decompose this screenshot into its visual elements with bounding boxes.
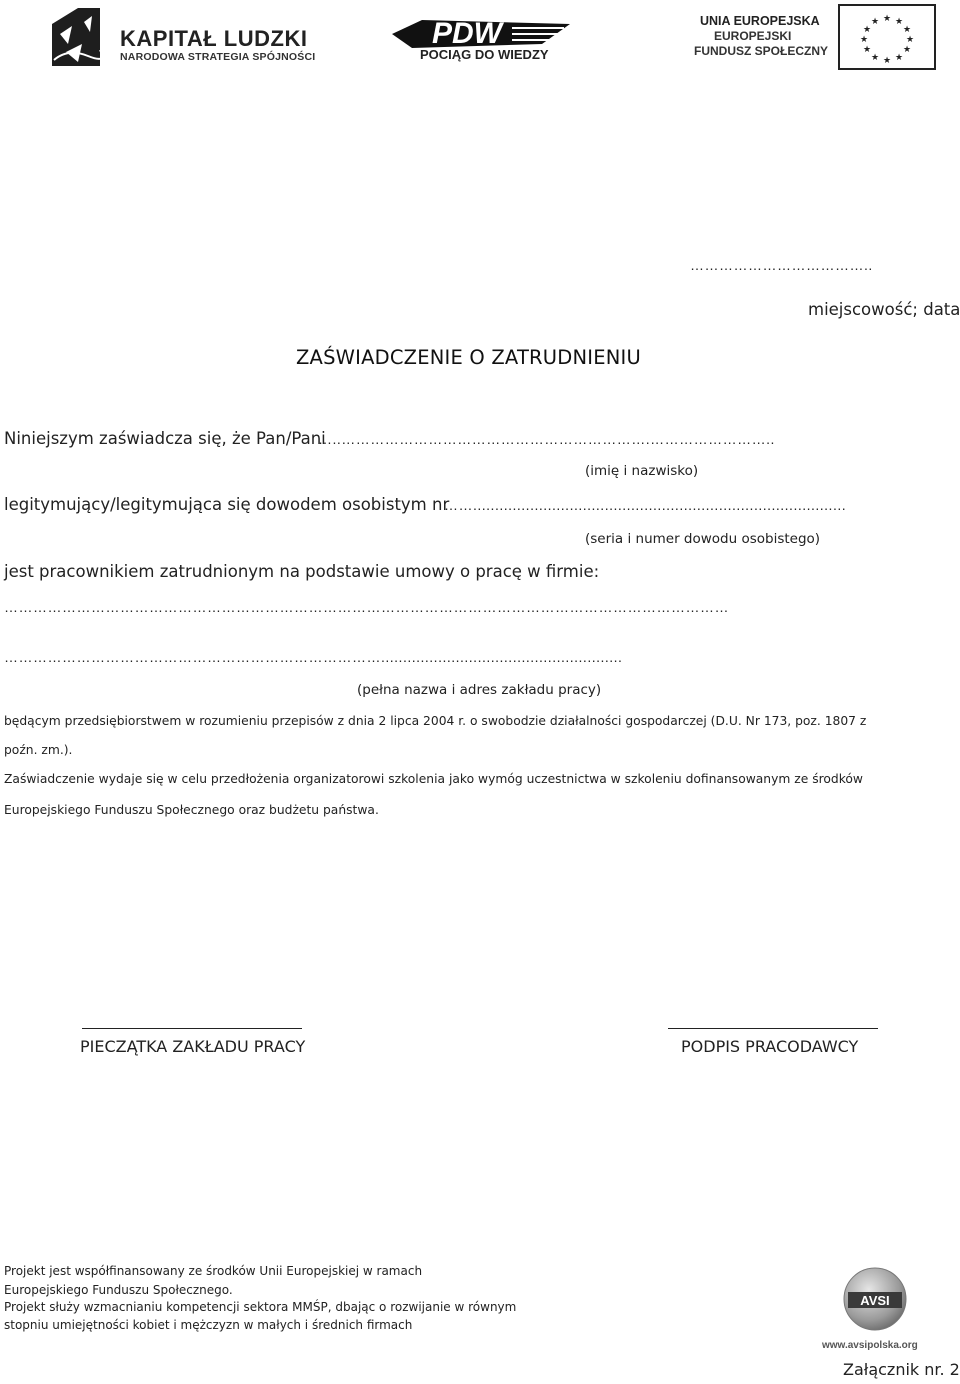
paragraph-2-line1: Zaświadczenie wydaje się w celu przedłożenia organizatorowi szkolenia jako wymóg uczestnictwa w szkoleniu dofinansowanym ze środków <box>4 772 863 786</box>
company-line-prefix: jest pracownikiem zatrudnionym na podstawie umowy o pracę w firmie: <box>4 562 600 581</box>
pdw-logo-text: PDW <box>432 17 502 50</box>
svg-text:★: ★ <box>870 17 880 27</box>
svg-text:★: ★ <box>902 45 912 55</box>
avsi-logo-text: AVSI <box>860 1293 890 1308</box>
svg-text:★: ★ <box>905 35 915 45</box>
footer-line2: Europejskiego Funduszu Społecznego. <box>4 1283 233 1297</box>
name-caption: (imię i nazwisko) <box>585 463 699 479</box>
company-dots-line1[interactable]: …………………………………………………………………………………………………………………………………… <box>4 599 729 615</box>
kapital-ludzki-title: KAPITAŁ LUDZKI <box>120 26 308 51</box>
pdw-subtitle: POCIĄG DO WIEDZY <box>420 47 549 62</box>
footer-line3: Projekt służy wzmacnianiu kompetencji sektora MMŚP, dbając o rozwijanie w równym <box>4 1300 517 1314</box>
svg-text:★: ★ <box>902 25 912 35</box>
id-line-prefix: legitymujący/legitymująca się dowodem osobistym nr <box>4 495 450 514</box>
annex-label: Załącznik nr. 2 <box>843 1360 960 1379</box>
svg-text:★: ★ <box>862 25 872 35</box>
paragraph-1-line1: będącym przedsiębiorstwem w rozumieniu przepisów z dnia 2 lipca 2004 r. o swobodzie działalności gospodarczej (D.U. Nr 173, poz. 1807 z <box>4 714 867 728</box>
id-caption: (seria i numer dowodu osobistego) <box>585 531 821 547</box>
document-title: ZAŚWIADCZENIE O ZATRUDNIENIU <box>296 346 641 369</box>
svg-text:★: ★ <box>894 53 904 63</box>
company-caption: (pełna nazwa i adres zakładu pracy) <box>357 682 602 698</box>
eu-flag-icon <box>838 4 936 70</box>
kapital-ludzki-emblem-icon <box>48 4 102 70</box>
footer-line4: stopniu umiejętności kobiet i mężczyzn w małych i średnich firmach <box>4 1318 413 1332</box>
eu-label-line3: FUNDUSZ SPOŁECZNY <box>694 44 829 58</box>
svg-text:★: ★ <box>882 14 892 24</box>
kapital-ludzki-subtitle: NARODOWA STRATEGIA SPÓJNOŚCI <box>120 51 316 63</box>
name-dots[interactable]: …..……………………………………………………….…………………….. <box>318 431 775 447</box>
eu-label-line2: EUROPEJSKI <box>714 29 792 43</box>
stamp-label: PIECZĄTKA ZAKŁADU PRACY <box>80 1037 306 1056</box>
employer-signature-line <box>668 1028 878 1029</box>
name-line-prefix: Niniejszym zaświadcza się, że Pan/Pani <box>4 429 326 448</box>
eu-label-line1: UNIA EUROPEJSKA <box>700 14 820 28</box>
avsi-logo-icon <box>842 1266 908 1332</box>
svg-text:★: ★ <box>882 56 892 66</box>
id-dots[interactable]: ……..................................................................................... <box>444 497 847 513</box>
pdw-logo-mark <box>392 14 570 50</box>
footer-line1: Projekt jest współfinansowany ze środków Unii Europejskiej w ramach <box>4 1264 423 1278</box>
svg-text:★: ★ <box>862 45 872 55</box>
paragraph-1-line2: poźn. zm.). <box>4 743 73 757</box>
company-dots-line2[interactable]: ……………………………………………………………………....................................................... <box>4 649 623 665</box>
paragraph-2-line2: Europejskiego Funduszu Społecznego oraz budżetu państwa. <box>4 803 379 817</box>
svg-text:★: ★ <box>859 35 869 45</box>
svg-text:★: ★ <box>894 17 904 27</box>
svg-text:★: ★ <box>870 53 880 63</box>
stamp-signature-line <box>82 1028 302 1029</box>
employer-signature-label: PODPIS PRACODAWCY <box>681 1037 859 1056</box>
avsi-url: www.avsipolska.org <box>822 1340 918 1351</box>
place-date-label: miejscowość; data <box>808 300 960 319</box>
date-dots: ……………………………….. <box>690 257 873 273</box>
